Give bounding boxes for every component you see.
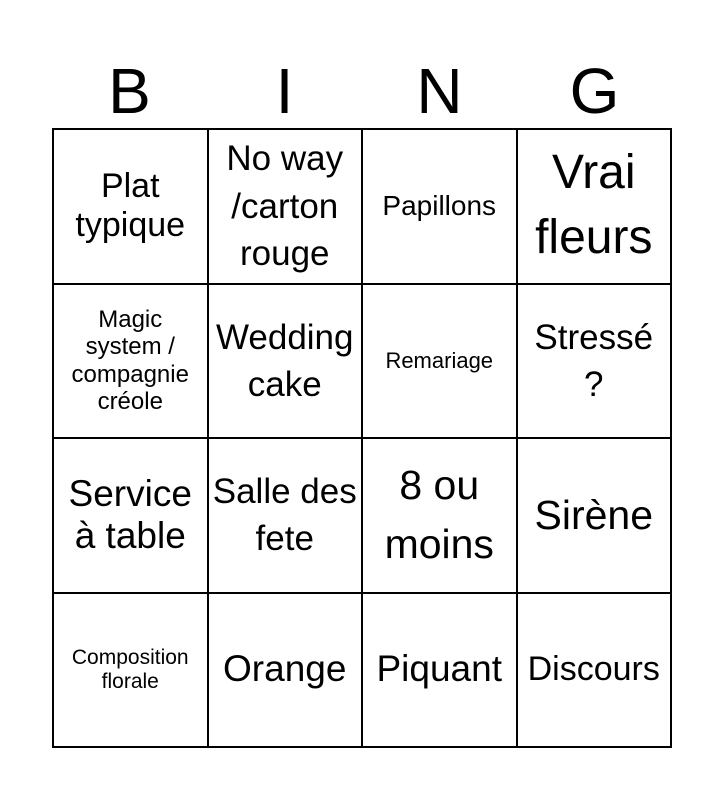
bingo-cell[interactable]: Discours: [517, 593, 672, 748]
bingo-cell[interactable]: No way /carton rouge: [208, 129, 363, 284]
bingo-cell[interactable]: Papillons: [362, 129, 517, 284]
header-letter-n: N: [416, 55, 463, 127]
bingo-grid: [52, 128, 672, 748]
bingo-header: [52, 55, 672, 127]
bingo-cell[interactable]: Piquant: [362, 593, 517, 748]
bingo-cell[interactable]: Service à table: [53, 438, 208, 593]
bingo-cell[interactable]: Vrai fleurs: [517, 129, 672, 284]
header-letter-g: G: [569, 55, 620, 127]
header-letter-b: B: [108, 55, 151, 127]
header-letter-i: I: [275, 55, 294, 127]
bingo-cell[interactable]: Plat typique: [53, 129, 208, 284]
bingo-cell[interactable]: Sirène: [517, 438, 672, 593]
bingo-cell[interactable]: Orange: [208, 593, 363, 748]
bingo-cell[interactable]: Magic system / compagnie créole: [53, 284, 208, 439]
bingo-cell[interactable]: Wedding cake: [208, 284, 363, 439]
bingo-cell[interactable]: Composition florale: [53, 593, 208, 748]
bingo-cell[interactable]: Stressé ?: [517, 284, 672, 439]
bingo-cell[interactable]: 8 ou moins: [362, 438, 517, 593]
bingo-cell[interactable]: Salle des fete: [208, 438, 363, 593]
bingo-cell[interactable]: Remariage: [362, 284, 517, 439]
